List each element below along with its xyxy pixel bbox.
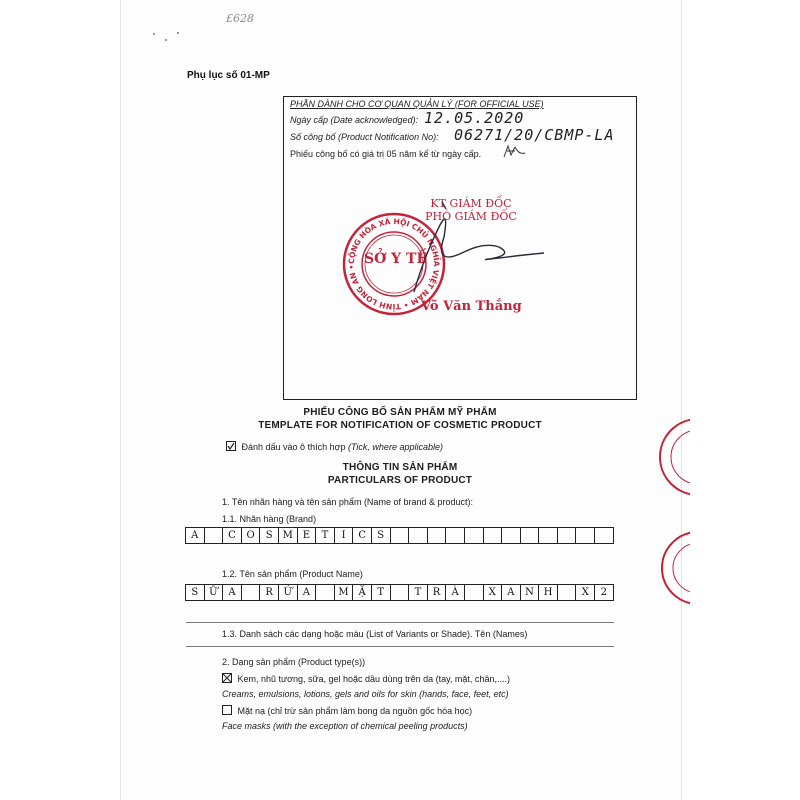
section-1-heading: 1. Tên nhãn hàng và tên sản phẩm (Name of brand & product): xyxy=(222,497,473,507)
option-creams-en: Creams, emulsions, lotions, gels and oils for skin (hands, face, feet, etc) xyxy=(222,689,509,699)
svg-text:CỘNG HÒA XÃ HỘI CHỦ NGHĨA VIỆT: CỘNG HÒA XÃ HỘI CHỦ NGHĨA VIỆT NAM • TỈNH LONG AN • xyxy=(346,216,442,312)
initials-scribble xyxy=(501,143,531,166)
letter-cell xyxy=(465,585,484,601)
doc-title-en: TEMPLATE FOR NOTIFICATION OF COSMETIC PRODUCT xyxy=(258,420,542,431)
letter-cell: I xyxy=(335,528,354,544)
doc-title-vn: PHIẾU CÔNG BỐ SẢN PHẨM MỸ PHẨM xyxy=(303,407,497,418)
letter-cell xyxy=(558,585,577,601)
date-label: Ngày cấp (Date acknowledged): xyxy=(290,115,419,125)
tick-text-en: (Tick, where applicable) xyxy=(348,442,443,452)
letter-cell: H xyxy=(539,585,558,601)
letter-cell xyxy=(242,585,261,601)
letter-cell: Ặ xyxy=(353,585,372,601)
option-creams-vn: Kem, nhũ tương, sữa, gel hoặc dầu dùng trên da (tay, mặt, chân,....) xyxy=(237,674,510,684)
validity-note: Phiếu công bố có giá trị 05 năm kể từ ngày cấp. xyxy=(290,149,482,159)
letter-cell: O xyxy=(242,528,261,544)
product-name-grid xyxy=(185,584,614,601)
letter-cell xyxy=(502,528,521,544)
letter-cell: A xyxy=(223,585,242,601)
section-2-heading: 2. Dạng sản phẩm (Product type(s)) xyxy=(222,657,366,667)
tick-instruction xyxy=(226,441,443,452)
scan-specks xyxy=(148,30,188,44)
letter-cell xyxy=(521,528,540,544)
checked-box-icon xyxy=(226,441,236,451)
letter-cell xyxy=(391,528,410,544)
letter-cell: T xyxy=(316,528,335,544)
letter-cell xyxy=(539,528,558,544)
annex-number: Phụ lục số 01-MP xyxy=(187,70,270,81)
brand-label: 1.1. Nhãn hàng (Brand) xyxy=(222,514,317,524)
divider-line xyxy=(186,622,614,623)
letter-cell: 2 xyxy=(595,585,614,601)
divider-line xyxy=(186,646,614,647)
letter-cell: M xyxy=(335,585,354,601)
letter-cell: R xyxy=(428,585,447,601)
particulars-title-vn: THÔNG TIN SẢN PHẨM xyxy=(342,462,458,473)
signer-name: Võ Văn Thắng xyxy=(421,299,522,314)
letter-cell xyxy=(465,528,484,544)
letter-cell: N xyxy=(521,585,540,601)
signature xyxy=(404,197,554,297)
product-type-option-creams xyxy=(222,673,510,684)
sign-title-1: KT GIÁM ĐỐC xyxy=(430,197,512,210)
notification-number-label: Số công bố (Product Notification No): xyxy=(290,132,439,142)
letter-cell xyxy=(576,528,595,544)
partial-stamp-upper xyxy=(650,412,690,502)
letter-cell: E xyxy=(298,528,317,544)
product-name-label: 1.2. Tên sản phẩm (Product Name) xyxy=(222,569,363,579)
letter-cell: R xyxy=(260,585,279,601)
option-masks-en: Face masks (with the exception of chemical peeling products) xyxy=(222,721,468,731)
pencil-note: £628 xyxy=(226,12,254,25)
official-header: PHẦN DÀNH CHO CƠ QUAN QUẢN LÝ (FOR OFFICIAL USE) xyxy=(290,99,544,109)
letter-cell: A xyxy=(502,585,521,601)
official-use-box xyxy=(283,96,637,400)
letter-cell: Ữ xyxy=(205,585,224,601)
letter-cell: S xyxy=(186,585,205,601)
letter-cell xyxy=(428,528,447,544)
letter-cell: T xyxy=(409,585,428,601)
particulars-title-en: PARTICULARS OF PRODUCT xyxy=(327,475,473,486)
letter-cell: A xyxy=(298,585,317,601)
letter-cell xyxy=(446,528,465,544)
letter-cell: X xyxy=(576,585,595,601)
letter-cell: T xyxy=(372,585,391,601)
letter-cell xyxy=(316,585,335,601)
letter-cell: C xyxy=(223,528,242,544)
letter-cell xyxy=(484,528,503,544)
sign-title-2: PHÓ GIÁM ĐỐC xyxy=(425,210,517,223)
crossed-box-icon xyxy=(222,673,232,683)
letter-cell xyxy=(595,528,614,544)
letter-cell xyxy=(391,585,410,601)
letter-cell: C xyxy=(353,528,372,544)
product-type-option-masks xyxy=(222,705,472,716)
letter-cell: A xyxy=(186,528,205,544)
notification-number-value: 06271/20/CBMP-LA xyxy=(454,126,615,144)
letter-cell xyxy=(205,528,224,544)
letter-cell: X xyxy=(484,585,503,601)
letter-cell: Ử xyxy=(279,585,298,601)
partial-stamp-lower xyxy=(650,528,690,608)
tick-text-vn: Đánh dấu vào ô thích hợp xyxy=(241,442,346,452)
letter-cell: S xyxy=(260,528,279,544)
brand-grid xyxy=(185,527,614,544)
letter-cell: S xyxy=(372,528,391,544)
date-value: 12.05.2020 xyxy=(424,109,525,127)
option-masks-vn: Mặt nạ (chỉ trừ sản phẩm làm bong da nguồn gốc hóa học) xyxy=(237,706,473,716)
variants-label: 1.3. Danh sách các dạng hoặc màu (List of Variants or Shade). Tên (Names) xyxy=(222,629,528,639)
seal-center-text: SỞ Y TẾ xyxy=(364,251,428,267)
letter-cell: M xyxy=(279,528,298,544)
letter-cell xyxy=(409,528,428,544)
empty-box-icon xyxy=(222,705,232,715)
letter-cell xyxy=(558,528,577,544)
letter-cell: À xyxy=(446,585,465,601)
